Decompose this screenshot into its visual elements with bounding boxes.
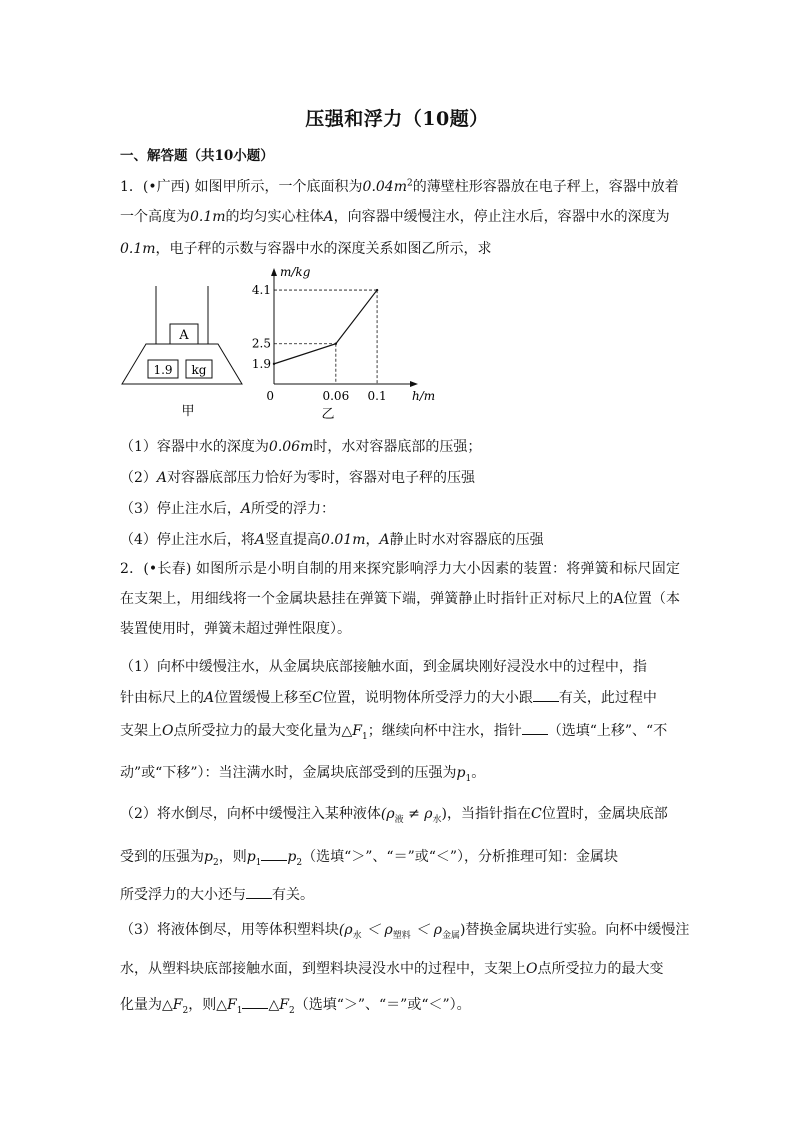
y-axis-label: m/kg xyxy=(280,266,311,279)
electronic-scale xyxy=(122,344,242,384)
scale-value: 1.9 xyxy=(153,363,173,377)
q2-sub3-line-2: 水，从塑料块底部接触水面，到塑料块浸没水中的过程中，支架上O点所受拉力的最大变 xyxy=(120,961,664,977)
x-axis-arrow xyxy=(410,381,418,387)
answer-blank[interactable] xyxy=(522,720,548,735)
y-axis-arrow xyxy=(271,268,277,276)
q2-sub2-line-3: 所受浮力的大小还与 有关。 xyxy=(120,884,690,904)
figure-label-yi: 乙 xyxy=(321,407,335,422)
x-tick-label: 0.1 xyxy=(367,389,387,403)
q2-sub3-line-1: （3）将液体倒尽，用等体积塑料块$(\rho_水 < \rho_{塑料} < \rho_{金属})$替换金属块进行实验。向杯中缓慢注 xyxy=(120,922,690,941)
answer-blank[interactable] xyxy=(261,846,287,861)
page-title: 压强和浮力（10题） xyxy=(305,108,489,130)
q2-sub2-line-1: （2）将水倒尽，向杯中缓慢注入某种液体$(\rho_液 \ne \rho_水)$，当指针指在C位置时，金属块底部 xyxy=(120,806,668,825)
block-a-label: A xyxy=(179,328,189,343)
x-tick-label: 0 xyxy=(266,389,274,403)
y-tick-label: 2.5 xyxy=(251,336,271,351)
q1-line-2: 一个高度为0.1m的均匀实心柱体A，向容器中缓慢注水，停止注水后，容器中水的深度为 xyxy=(120,209,670,225)
data-point xyxy=(273,363,275,365)
answer-blank[interactable] xyxy=(242,994,268,1009)
q2-sub2-line-2: 受到的压强为$p_2$，则$p_1$ $p_2$（选填“＞”、“＝”或“＜”），分析推理可知：金属块 xyxy=(120,846,690,868)
depth-mass-chart xyxy=(252,266,435,403)
figure-label-jia: 甲 xyxy=(181,404,195,419)
y-tick-label: 1.9 xyxy=(251,356,271,371)
q2-sub1-line-4: 动”或“下移”）：当注满水时，金属块底部受到的压强为$p_1$。 xyxy=(120,765,486,784)
data-point xyxy=(335,343,337,345)
q1-line-1: 1．(•广西) 如图甲所示，一个底面积为$0.04m^2$的薄壁柱形容器放在电子秤上，容器中放着 xyxy=(120,178,679,195)
q1-sub-1: （1）容器中水的深度为0.06m时，水对容器底部的压强； xyxy=(120,439,482,455)
series-line xyxy=(274,290,377,364)
y-tick-label: 4.1 xyxy=(251,283,271,298)
q1-sub-4: （4）停止注水后，将A竖直提高0.01m，A静止时水对容器底的压强 xyxy=(120,532,544,548)
x-tick-label: 0.06 xyxy=(322,389,350,403)
q1-line-3: 0.1m，电子秤的示数与容器中水的深度关系如图乙所示，求 xyxy=(120,241,492,257)
q2-sub1-line-3: 支架上O点所受拉力的最大变化量为$\triangle F_1$；继续向杯中注水，指针 （选填“上移”、“不 xyxy=(120,720,690,742)
section-heading: 一、解答题（共10小题） xyxy=(120,148,274,164)
data-point xyxy=(376,289,378,291)
q2-sub1-line-2: 针由标尺上的A位置缓慢上移至C位置，说明物体所受浮力的大小跟 有关，此过程中 xyxy=(120,687,690,707)
q1-figure xyxy=(118,266,438,426)
q2-sub3-line-3: 化量为$\triangle F_2$，则$\triangle F_1$ $\triangle F_2$（选填“＞”、“＝”或“＜”）。 xyxy=(120,994,690,1016)
q2-intro: 2．(•长春) 如图所示是小明自制的用来探究影响浮力大小因素的装置：将弹簧和标尺固定在支架上，用细线将一个金属块悬挂在弹簧下端，弹簧静止时指针正对标尺上的A位置（本装置使用时，弹簧未超过弹性限度）。 xyxy=(120,561,680,637)
q1-sub-3: （3）停止注水后，A所受的浮力： xyxy=(120,501,336,517)
answer-blank[interactable] xyxy=(533,687,559,702)
x-axis-label: h/m xyxy=(412,389,436,403)
scale-unit: kg xyxy=(191,363,207,377)
q2-sub1-line-1: （1）向杯中缓慢注水，从金属块底部接触水面，到金属块刚好浸没水中的过程中，指 xyxy=(120,659,647,675)
answer-blank[interactable] xyxy=(246,884,272,899)
q1-sub-2: （2）A对容器底部压力恰好为零时，容器对电子秤的压强 xyxy=(120,470,476,486)
